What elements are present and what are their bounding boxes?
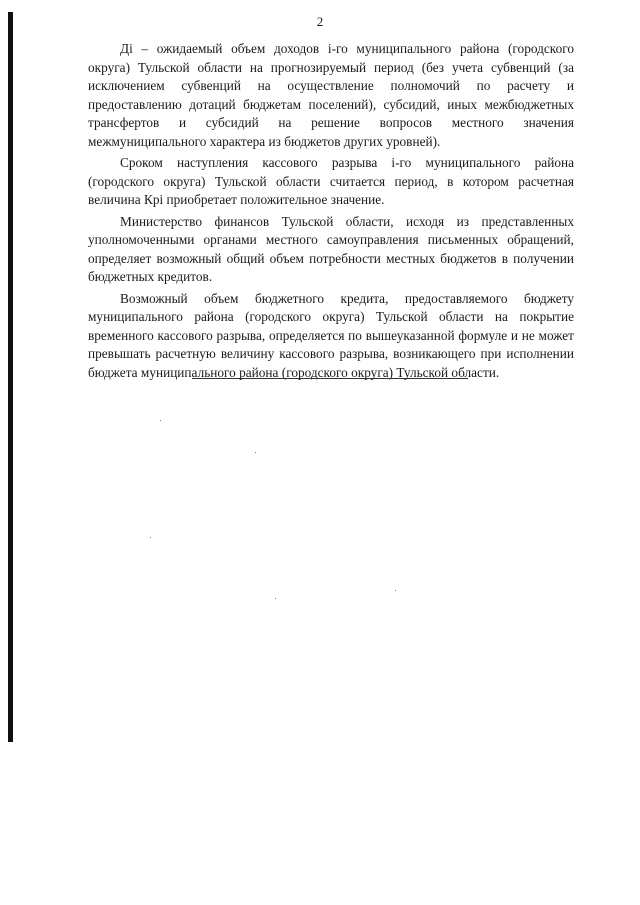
paragraph-di-definition: Дi – ожидаемый объем доходов i-го муниципального района (городского округа) Тульской области на прогнозируемый период (без учета субвенций (за исключением субвенций на осуществление полномочий по расчету и предоставлению дотаций бюджетам поселений), субсидий, иных межбюджетных трансфертов и субсидий на решение вопросов местного значения межмуниципального характера из бюджетов других уровней). [88,41,574,149]
end-rule [192,378,468,379]
page-number: 2 [316,14,324,29]
paragraph-credit-volume: Возможный объем бюджетного кредита, предоставляемого бюджету муниципального района (городского округа) Тульской области на покрытие временного кассового разрыва, определяется по вышеуказанной формуле и не может превышать расчетную величину кассового разрыва, возникающего при исполнении бюджета муниципального района (городского округа) Тульской области. [88,290,574,380]
body-text [88,40,574,385]
scan-speck [255,452,256,453]
paragraph-cash-gap-term: Сроком наступления кассового разрыва i-го муниципального района (городского округа) Тульской области считается период, в котором расчетная величина Крi приобретает положительное значение. [88,155,574,207]
scan-edge-shadow [8,12,13,742]
scan-speck [275,598,276,599]
scan-speck [150,537,151,538]
paragraph-ministry-assessment: Министерство финансов Тульской области, исходя из представленных уполномоченными органами местного самоуправления письменных обращений, определяет возможный общий объем потребности местных бюджетов в получении бюджетных кредитов. [88,213,574,284]
scan-speck [160,420,161,421]
scan-speck [395,590,396,591]
